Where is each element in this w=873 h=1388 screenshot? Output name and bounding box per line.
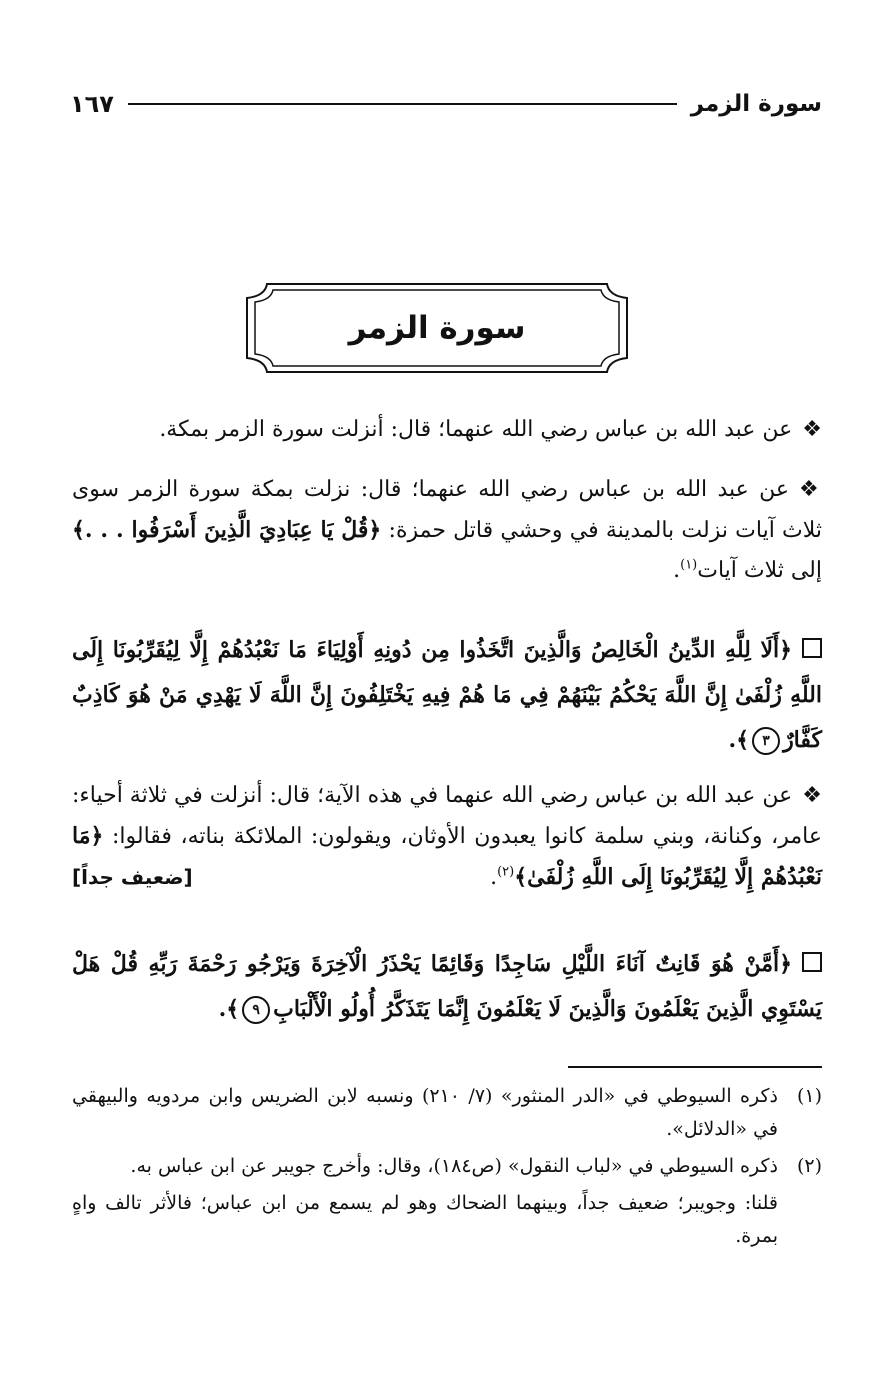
footnote-ref-2[interactable]: (٢) <box>497 864 515 880</box>
verse-3-text: ﴿أَلَا لِلَّهِ الدِّينُ الْخَالِصُ وَالَّذِينَ اتَّخَذُوا مِن دُونِهِ أَوْلِيَاءَ مَا نَعْبُدُهُمْ إِلَّا لِيُقَرِّبُونَا إِلَى اللَّهِ زُلْفَىٰ إِنَّ اللَّهَ يَحْكُمُ بَيْنَهُمْ فِي مَا هُمْ فِيهِ يَخْتَلِفُونَ إِنَّ اللَّهَ لَا يَهْدِي مَنْ هُوَ كَاذِبٌ كَفَّارٌ <box>72 637 822 753</box>
section-title: سورة الزمر <box>348 310 526 346</box>
footnotes <box>72 1080 822 1253</box>
verse-9 <box>72 942 822 1032</box>
narration-1 <box>72 410 822 450</box>
narration-2-text: عن عبد الله بن عباس رضي الله عنهما؛ قال: نزلت بمكة سورة الزمر سوى ثلاث آيات نزلت بالمدينة في وحشي قاتل حمزة: <box>72 477 823 543</box>
quran-quote: ﴿مَا نَعْبُدُهُمْ إِلَّا لِيُقَرِّبُونَا إِلَى اللَّهِ زُلْفَىٰ﴾ <box>72 823 822 890</box>
diamond-bullet-icon: ❖ <box>802 417 822 442</box>
footnote-2-note: قلنا: وجويبر؛ ضعيف جداً، وبينهما الضحاك وهو لم يسمع من ابن عباس؛ فالأثر تالف واهٍ بمرة. <box>72 1192 778 1247</box>
narration-2-tail: إلى ثلاث آيات <box>697 558 822 583</box>
footnote-ref-1[interactable]: (١) <box>680 557 698 573</box>
ayah-number-3: ٣ <box>752 727 780 755</box>
title-cartouche <box>245 282 629 374</box>
narration-1-text: عن عبد الله بن عباس رضي الله عنهما؛ قال: أنزلت سورة الزمر بمكة. <box>159 417 793 442</box>
footnote-1 <box>72 1080 822 1146</box>
running-header <box>70 88 822 120</box>
narration-4: ❖عن عبد الله بن عباس رضي الله عنهما في هذه الآية؛ قال: أنزلت في ثلاثة أحياء: عامر، وكنانة، وبني سلمة كانوا يعبدون الأوثان، ويقولون: الملائكة بناته، فقالوا: ﴿مَا نَعْبُدُهُمْ إِلَّا لِيُقَرِّبُونَا إِلَى اللَّهِ زُلْفَىٰ﴾$^{(٢)}$. [ضعيف جداً] <box>72 776 822 898</box>
footnote-2-text: ذكره السيوطي في «لباب النقول» (ص١٨٤)، وقال: وأخرج جويبر عن ابن عباس به. <box>130 1155 778 1177</box>
footnote-separator <box>568 1066 822 1068</box>
narration-2: ❖عن عبد الله بن عباس رضي الله عنهما؛ قال: نزلت بمكة سورة الزمر سوى ثلاث آيات نزلت بالمدينة في وحشي قاتل حمزة: ﴿قُلْ يَا عِبَادِيَ الَّذِينَ أَسْرَفُوا . . .﴾ إلى ثلاث آيات$^{(١)}$. <box>72 477 823 583</box>
footnote-1-text: ذكره السيوطي في «الدر المنثور» (٧/ ٢١٠) ونسبه لابن الضريس وابن مردويه والبيهقي في «الدلائل». <box>72 1085 778 1140</box>
square-bullet-icon <box>802 638 822 658</box>
hadith-grade-badge: [ضعيف جداً] <box>72 865 193 889</box>
quran-quote: ﴿قُلْ يَا عِبَادِيَ الَّذِينَ أَسْرَفُوا . . .﴾ <box>72 517 382 543</box>
header-rule <box>128 103 677 105</box>
verse-9-end: ﴾. <box>218 996 240 1022</box>
footnote-2-number: (٢) <box>796 1155 822 1177</box>
square-bullet-icon <box>802 952 822 972</box>
diamond-bullet-icon: ❖ <box>802 783 822 808</box>
verse-9-text: ﴿أَمَّنْ هُوَ قَانِتٌ آنَاءَ اللَّيْلِ سَاجِدًا وَقَائِمًا يَحْذَرُ الْآخِرَةَ وَيَرْجُو رَحْمَةَ رَبِّهِ قُلْ هَلْ يَسْتَوِي الَّذِينَ يَعْلَمُونَ وَالَّذِينَ لَا يَعْلَمُونَ إِنَّمَا يَتَذَكَّرُ أُولُو الْأَلْبَابِ <box>72 951 822 1022</box>
header-surah-name: سورة الزمر <box>690 91 822 117</box>
diamond-bullet-icon: ❖ <box>798 477 822 502</box>
page-number: ١٦٧ <box>70 90 114 118</box>
verse-3 <box>72 628 822 763</box>
footnote-2 <box>72 1150 822 1183</box>
footnote-1-number: (١) <box>796 1085 822 1107</box>
narration-4-text: عن عبد الله بن عباس رضي الله عنهما في هذه الآية؛ قال: أنزلت في ثلاثة أحياء: عامر، وكنانة، وبني سلمة كانوا يعبدون الأوثان، ويقولون: الملائكة بناته، فقالوا: <box>72 783 822 849</box>
ayah-number-9: ٩ <box>242 996 270 1024</box>
verse-3-end: ﴾. <box>728 727 750 753</box>
